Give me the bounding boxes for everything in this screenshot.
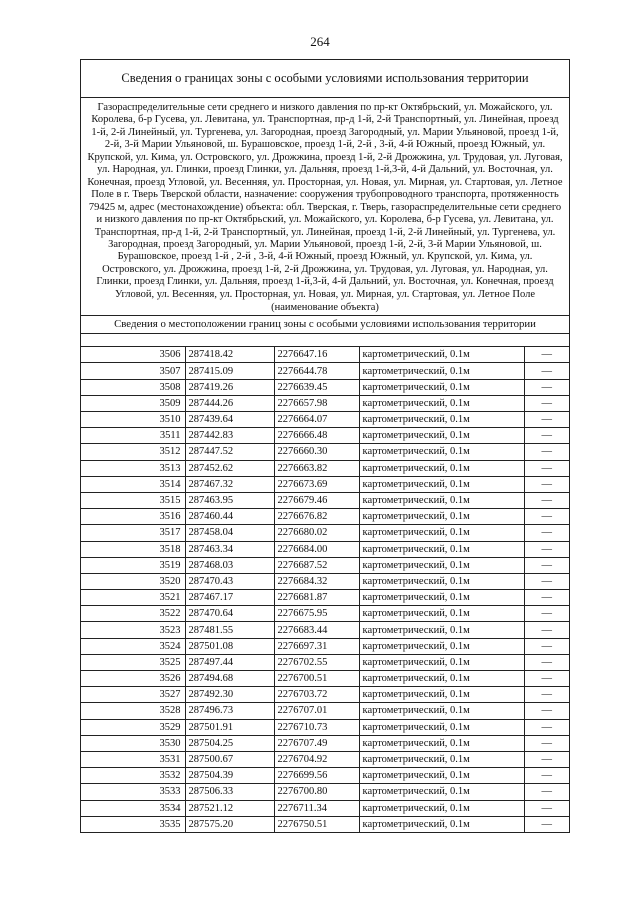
description: — xyxy=(524,622,569,638)
coord-y: 2276657.98 xyxy=(274,395,359,411)
coord-x: 287439.64 xyxy=(185,412,274,428)
description: — xyxy=(524,525,569,541)
method-accuracy: картометрический, 0.1м xyxy=(359,606,524,622)
table-row xyxy=(81,379,569,395)
coord-y: 2276700.80 xyxy=(274,784,359,800)
table-row xyxy=(81,476,569,492)
method-accuracy: картометрический, 0.1м xyxy=(359,476,524,492)
point-number: 3525 xyxy=(81,654,185,670)
table-row xyxy=(81,412,569,428)
description: — xyxy=(524,476,569,492)
coord-x: 287494.68 xyxy=(185,671,274,687)
table-row xyxy=(81,816,569,832)
method-accuracy: картометрический, 0.1м xyxy=(359,622,524,638)
point-number: 3507 xyxy=(81,363,185,379)
description: — xyxy=(524,816,569,832)
method-accuracy: картометрический, 0.1м xyxy=(359,638,524,654)
coord-y: 2276680.02 xyxy=(274,525,359,541)
description: — xyxy=(524,800,569,816)
coord-x: 287458.04 xyxy=(185,525,274,541)
description: — xyxy=(524,784,569,800)
coordinates-table xyxy=(81,347,569,832)
point-number: 3515 xyxy=(81,492,185,508)
coord-x: 287521.12 xyxy=(185,800,274,816)
coord-y: 2276666.48 xyxy=(274,428,359,444)
object-caption: (наименование объекта) xyxy=(81,301,569,316)
description: — xyxy=(524,638,569,654)
point-number: 3522 xyxy=(81,606,185,622)
coord-x: 287470.64 xyxy=(185,606,274,622)
table-row xyxy=(81,784,569,800)
coord-x: 287504.39 xyxy=(185,768,274,784)
coord-x: 287468.03 xyxy=(185,557,274,573)
point-number: 3520 xyxy=(81,573,185,589)
coord-x: 287496.73 xyxy=(185,703,274,719)
coord-y: 2276683.44 xyxy=(274,622,359,638)
method-accuracy: картометрический, 0.1м xyxy=(359,719,524,735)
method-accuracy: картометрический, 0.1м xyxy=(359,460,524,476)
table-row xyxy=(81,347,569,363)
coord-y: 2276675.95 xyxy=(274,606,359,622)
description: — xyxy=(524,379,569,395)
point-number: 3531 xyxy=(81,751,185,767)
method-accuracy: картометрический, 0.1м xyxy=(359,687,524,703)
point-number: 3533 xyxy=(81,784,185,800)
point-number: 3510 xyxy=(81,412,185,428)
coord-y: 2276664.07 xyxy=(274,412,359,428)
table-row xyxy=(81,719,569,735)
table-row xyxy=(81,573,569,589)
coord-y: 2276647.16 xyxy=(274,347,359,363)
table-row xyxy=(81,428,569,444)
method-accuracy: картометрический, 0.1м xyxy=(359,590,524,606)
coord-y: 2276710.73 xyxy=(274,719,359,735)
coord-x: 287419.26 xyxy=(185,379,274,395)
table-row xyxy=(81,509,569,525)
point-number: 3526 xyxy=(81,671,185,687)
description: — xyxy=(524,444,569,460)
method-accuracy: картометрический, 0.1м xyxy=(359,363,524,379)
method-accuracy: картометрический, 0.1м xyxy=(359,557,524,573)
coord-y: 2276660.30 xyxy=(274,444,359,460)
table-row xyxy=(81,525,569,541)
table-header-spacer xyxy=(81,334,569,347)
method-accuracy: картометрический, 0.1м xyxy=(359,784,524,800)
coord-x: 287470.43 xyxy=(185,573,274,589)
table-row xyxy=(81,590,569,606)
coord-y: 2276711.34 xyxy=(274,800,359,816)
description: — xyxy=(524,428,569,444)
method-accuracy: картометрический, 0.1м xyxy=(359,492,524,508)
coord-x: 287467.32 xyxy=(185,476,274,492)
coord-y: 2276750.51 xyxy=(274,816,359,832)
description: — xyxy=(524,557,569,573)
point-number: 3529 xyxy=(81,719,185,735)
description: — xyxy=(524,768,569,784)
table-row xyxy=(81,541,569,557)
section-title: Сведения о местоположении границ зоны с особыми условиями использования территории xyxy=(81,316,569,334)
description: — xyxy=(524,492,569,508)
description: — xyxy=(524,654,569,670)
description: — xyxy=(524,460,569,476)
point-number: 3517 xyxy=(81,525,185,541)
description: — xyxy=(524,719,569,735)
point-number: 3513 xyxy=(81,460,185,476)
method-accuracy: картометрический, 0.1м xyxy=(359,541,524,557)
table-row xyxy=(81,654,569,670)
description: — xyxy=(524,363,569,379)
coord-x: 287444.26 xyxy=(185,395,274,411)
method-accuracy: картометрический, 0.1м xyxy=(359,509,524,525)
coord-x: 287467.17 xyxy=(185,590,274,606)
method-accuracy: картометрический, 0.1м xyxy=(359,444,524,460)
coord-x: 287460.44 xyxy=(185,509,274,525)
description: — xyxy=(524,671,569,687)
object-description: Газораспределительные сети среднего и низкого давления по пр-кт Октябрьский, ул. Можайского, ул. Королева, б-р Гусева, ул. Левитана, ул. Транспортная, пр-д 1-й, 2-й Транспортный, ул. Линейная, проезд 1-й, 2-й Линейный, ул. Тургенева, ул. Загородная, проезд Загородный, ул. Марии Ульяновой, проезд 1-й, 2-й, 3-й Марии Ульяновой, ш. Бурашовское, проезд 1-й, 2-й , 3-й, 4-й Южный, проезд Южный, ул. Крупской, ул. Кима, ул. Островского, ул. Дрожжина, проезд 1-й, 2-й Дрожжина, ул. Трудовая, ул. Луговая, ул. Народная, ул. Глинки, проезд Глинки, ул. Дальняя, проезд 1-й,3-й, 4-й Дальний, ул. Восточная, ул. Конечная, проезд Угловой, ул. Весенняя, ул. Просторная, ул. Новая, ул. Мирная, ул. Стартовая, ул. Летное Поле в г. Тверь Тверской области, назначение: сооружения трубопроводного транспорта, протяженность 79425 м, адрес (местонахождение) объекта: обл. Тверская, г. Тверь, газораспределительные сети среднего и низкого давления по пр-кт Октябрьский, ул. Можайского, ул. Королева, б-р Гусева, ул. Левитана, ул. Транспортная, пр-д 1-й, 2-й Транспортный, ул. Линейная, проезд 1-й, 2-й Линейный, ул. Тургенева, ул. Загородная, проезд Загородный, ул. Марии Ульяновой, проезд 1-й, 2-й, 3-й Марии Ульяновой, ш. Бурашовское, проезд 1-й , 2-й , 3-й, 4-й Южный, проезд Южный, ул. Крупской, ул. Кима, ул. Островского, ул. Дрожжина, проезд 1-й, 2-й Дрожжина, ул. Трудовая, ул. Луговая, ул. Народная, ул. Глинки, проезд Глинки, ул. Дальняя, проезд 1-й,3-й, 4-й Дальний, ул. Восточная, ул. Конечная, проезд Угловой, ул. Весенняя, ул. Просторная, ул. Новая, ул. Мирная, ул. Стартовая, ул. Летное Поле xyxy=(87,102,563,300)
method-accuracy: картометрический, 0.1м xyxy=(359,573,524,589)
table-row xyxy=(81,751,569,767)
description: — xyxy=(524,590,569,606)
description: — xyxy=(524,606,569,622)
method-accuracy: картометрический, 0.1м xyxy=(359,412,524,428)
description: — xyxy=(524,735,569,751)
point-number: 3512 xyxy=(81,444,185,460)
table-row xyxy=(81,606,569,622)
point-number: 3532 xyxy=(81,768,185,784)
point-number: 3509 xyxy=(81,395,185,411)
description: — xyxy=(524,751,569,767)
point-number: 3535 xyxy=(81,816,185,832)
document-frame xyxy=(80,59,570,833)
point-number: 3524 xyxy=(81,638,185,654)
coord-x: 287492.30 xyxy=(185,687,274,703)
table-row xyxy=(81,557,569,573)
coord-y: 2276679.46 xyxy=(274,492,359,508)
coord-y: 2276684.00 xyxy=(274,541,359,557)
coord-x: 287506.33 xyxy=(185,784,274,800)
coord-y: 2276704.92 xyxy=(274,751,359,767)
coord-x: 287504.25 xyxy=(185,735,274,751)
coord-y: 2276681.87 xyxy=(274,590,359,606)
method-accuracy: картометрический, 0.1м xyxy=(359,654,524,670)
description: — xyxy=(524,703,569,719)
point-number: 3528 xyxy=(81,703,185,719)
method-accuracy: картометрический, 0.1м xyxy=(359,751,524,767)
coord-y: 2276707.49 xyxy=(274,735,359,751)
point-number: 3514 xyxy=(81,476,185,492)
method-accuracy: картометрический, 0.1м xyxy=(359,816,524,832)
coord-y: 2276700.51 xyxy=(274,671,359,687)
coord-x: 287497.44 xyxy=(185,654,274,670)
coord-y: 2276702.55 xyxy=(274,654,359,670)
point-number: 3527 xyxy=(81,687,185,703)
coord-x: 287415.09 xyxy=(185,363,274,379)
table-row xyxy=(81,768,569,784)
description: — xyxy=(524,395,569,411)
coord-x: 287481.55 xyxy=(185,622,274,638)
table-row xyxy=(81,492,569,508)
coord-y: 2276697.31 xyxy=(274,638,359,654)
page-number: 264 xyxy=(310,34,330,49)
description: — xyxy=(524,412,569,428)
table-row xyxy=(81,460,569,476)
method-accuracy: картометрический, 0.1м xyxy=(359,525,524,541)
point-number: 3506 xyxy=(81,347,185,363)
coord-y: 2276639.45 xyxy=(274,379,359,395)
method-accuracy: картометрический, 0.1м xyxy=(359,735,524,751)
point-number: 3508 xyxy=(81,379,185,395)
coord-x: 287463.95 xyxy=(185,492,274,508)
table-row xyxy=(81,735,569,751)
point-number: 3521 xyxy=(81,590,185,606)
table-row xyxy=(81,671,569,687)
method-accuracy: картометрический, 0.1м xyxy=(359,703,524,719)
point-number: 3534 xyxy=(81,800,185,816)
description: — xyxy=(524,687,569,703)
method-accuracy: картометрический, 0.1м xyxy=(359,671,524,687)
coordinates-table-body xyxy=(81,347,569,832)
point-number: 3519 xyxy=(81,557,185,573)
coord-y: 2276707.01 xyxy=(274,703,359,719)
description: — xyxy=(524,541,569,557)
table-row xyxy=(81,687,569,703)
coord-x: 287501.91 xyxy=(185,719,274,735)
coord-x: 287500.67 xyxy=(185,751,274,767)
coord-x: 287501.08 xyxy=(185,638,274,654)
point-number: 3530 xyxy=(81,735,185,751)
coord-y: 2276644.78 xyxy=(274,363,359,379)
coord-y: 2276673.69 xyxy=(274,476,359,492)
point-number: 3516 xyxy=(81,509,185,525)
document-title: Сведения о границах зоны с особыми условиями использования территории xyxy=(81,60,569,98)
method-accuracy: картометрический, 0.1м xyxy=(359,379,524,395)
coord-y: 2276703.72 xyxy=(274,687,359,703)
method-accuracy: картометрический, 0.1м xyxy=(359,347,524,363)
method-accuracy: картометрический, 0.1м xyxy=(359,395,524,411)
point-number: 3511 xyxy=(81,428,185,444)
coord-x: 287447.52 xyxy=(185,444,274,460)
description: — xyxy=(524,347,569,363)
coord-x: 287442.83 xyxy=(185,428,274,444)
coord-y: 2276663.82 xyxy=(274,460,359,476)
method-accuracy: картометрический, 0.1м xyxy=(359,428,524,444)
point-number: 3518 xyxy=(81,541,185,557)
table-row xyxy=(81,622,569,638)
coord-y: 2276699.56 xyxy=(274,768,359,784)
method-accuracy: картометрический, 0.1м xyxy=(359,768,524,784)
table-row xyxy=(81,638,569,654)
description: — xyxy=(524,509,569,525)
coord-y: 2276687.52 xyxy=(274,557,359,573)
coord-x: 287575.20 xyxy=(185,816,274,832)
table-row xyxy=(81,363,569,379)
coord-y: 2276676.82 xyxy=(274,509,359,525)
table-row xyxy=(81,395,569,411)
table-row xyxy=(81,703,569,719)
table-row xyxy=(81,444,569,460)
description: — xyxy=(524,573,569,589)
coord-x: 287452.62 xyxy=(185,460,274,476)
coord-y: 2276684.32 xyxy=(274,573,359,589)
coord-x: 287463.34 xyxy=(185,541,274,557)
coord-x: 287418.42 xyxy=(185,347,274,363)
point-number: 3523 xyxy=(81,622,185,638)
table-row xyxy=(81,800,569,816)
method-accuracy: картометрический, 0.1м xyxy=(359,800,524,816)
